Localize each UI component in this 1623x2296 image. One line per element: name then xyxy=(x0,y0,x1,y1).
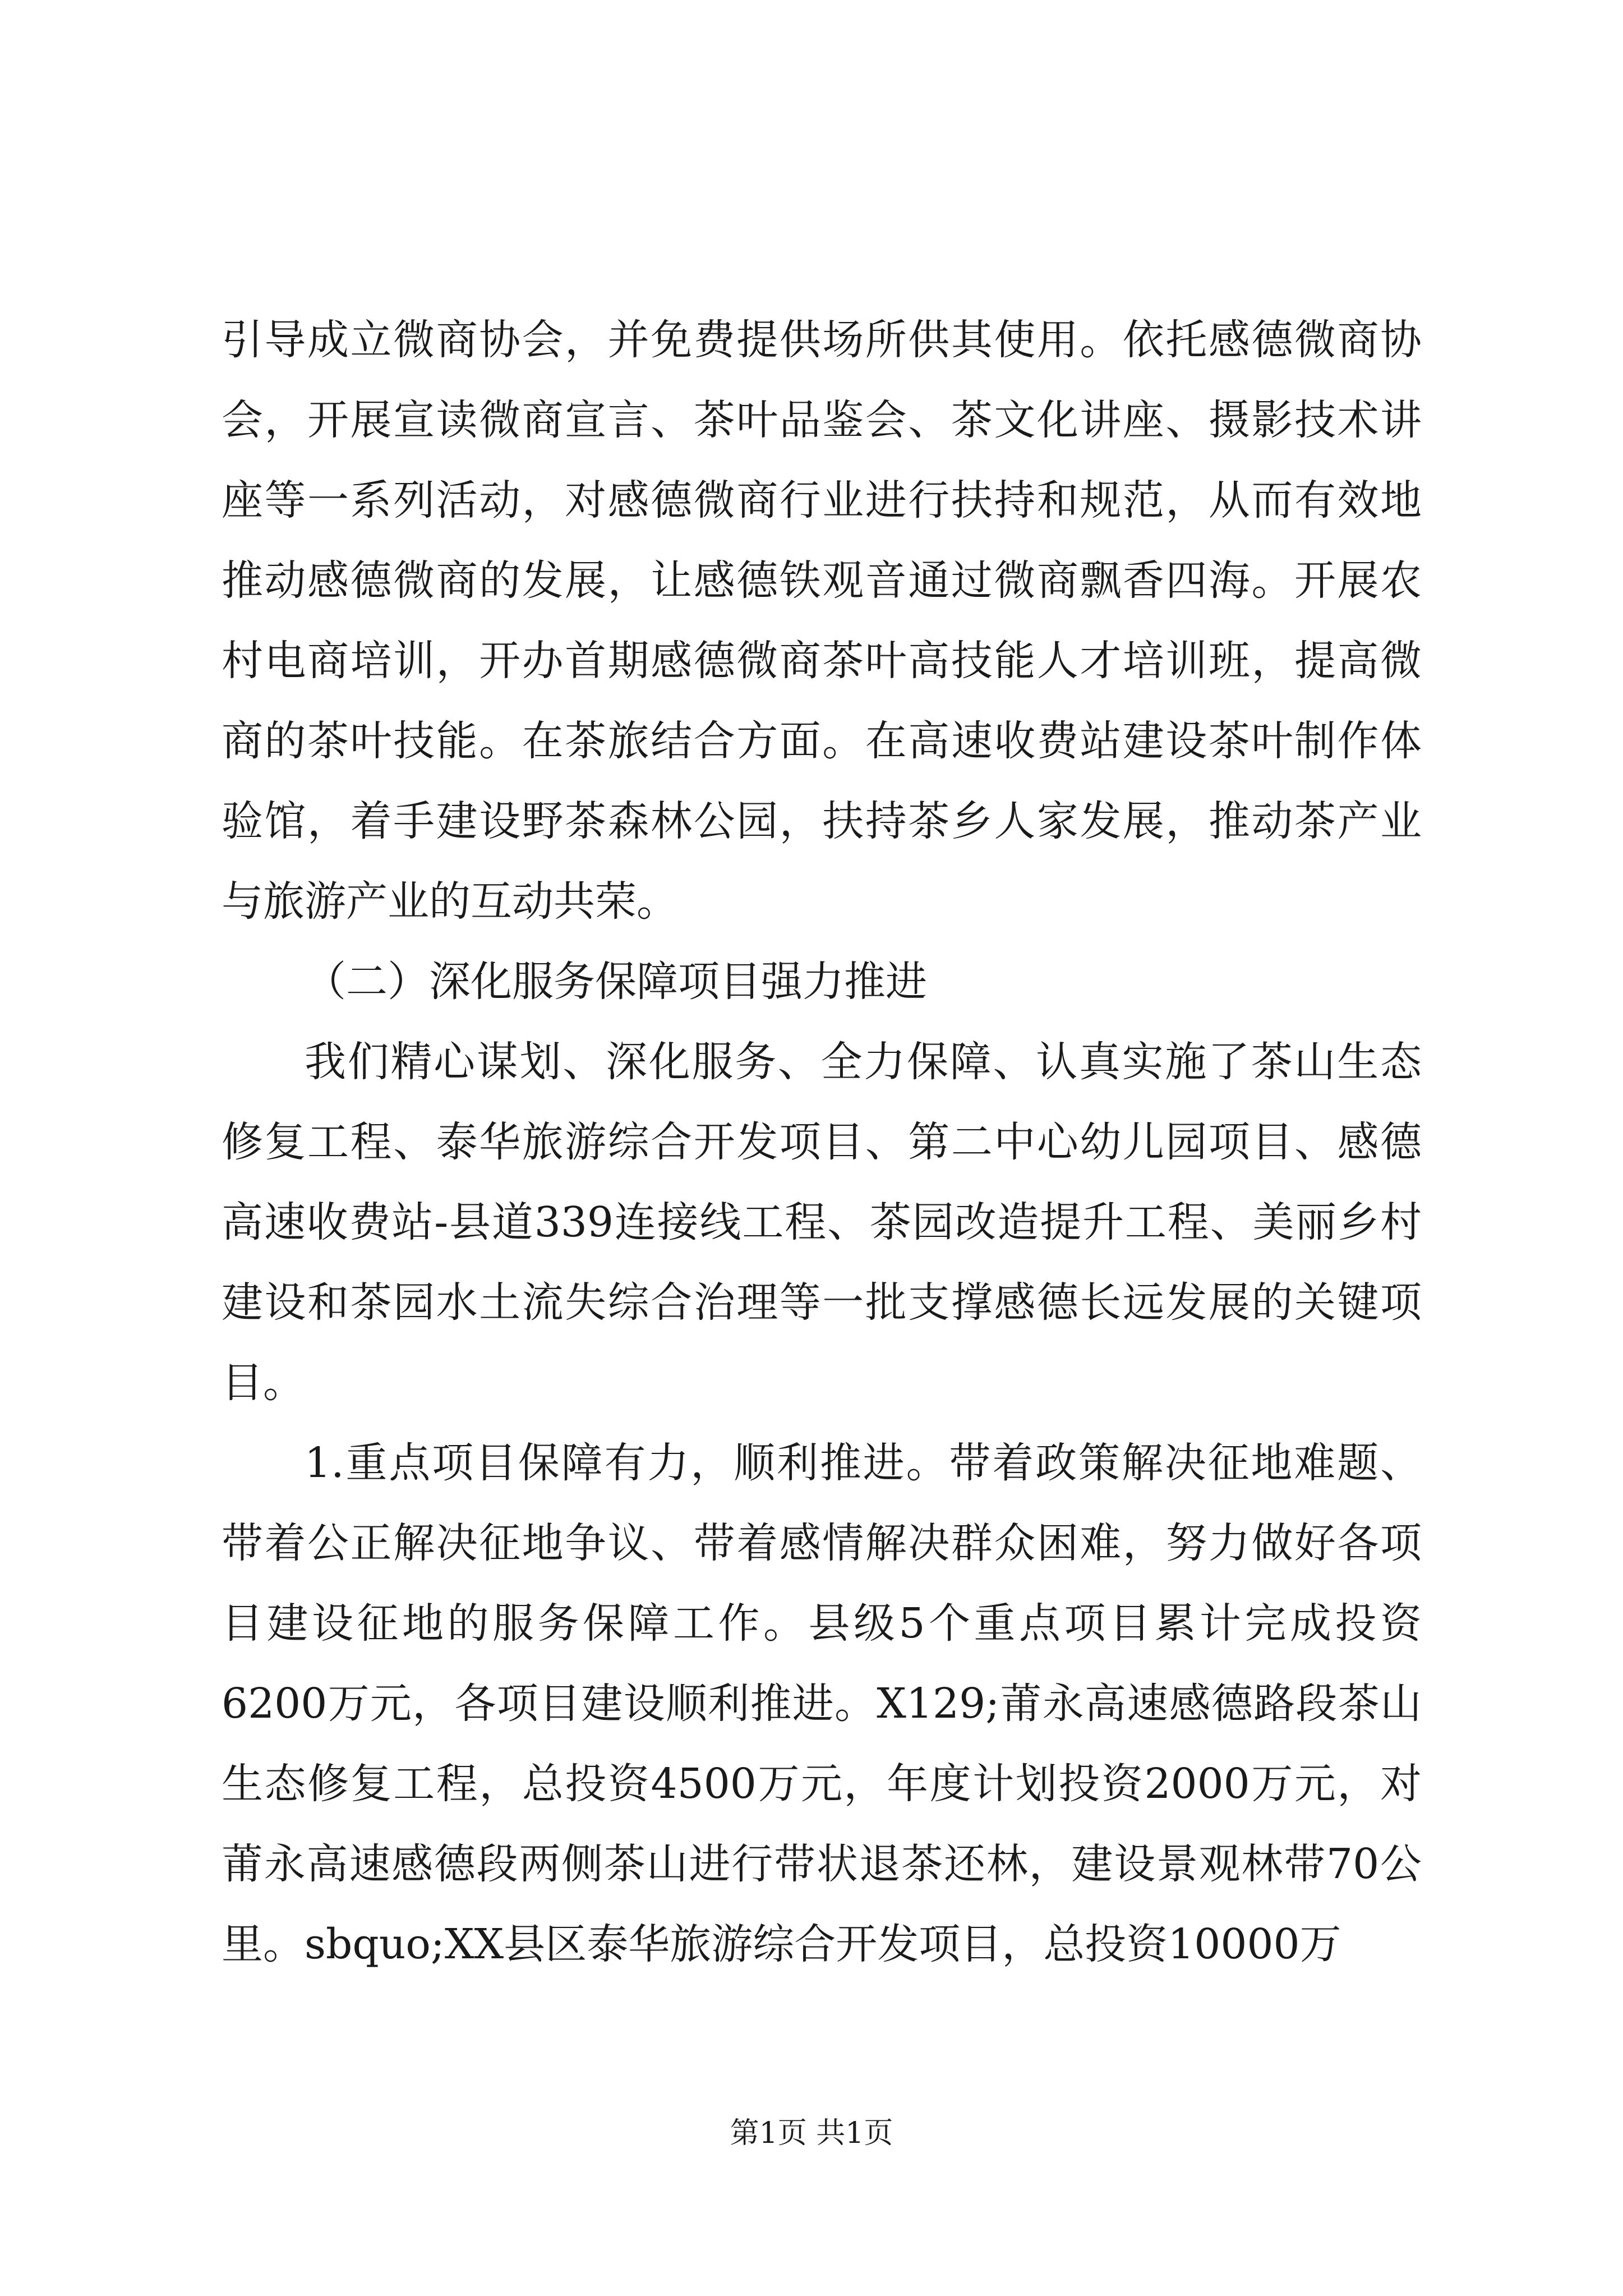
paragraph-3: 1.重点项目保障有力，顺利推进。带着政策解决征地难题、带着公正解决征地争议、带着感情解决群众困难，努力做好各项目建设征地的服务保障工作。县级5个重点项目累计完成投资6200万元，各项目建设顺利推进。X129;莆永高速感德路段茶山生态修复工程，总投资4500万元，年度计划投资2000万元，对莆永高速感德段两侧茶山进行带状退茶还林，建设景观林带70公里。sbquo;XX县区泰华旅游综合开发项目，总投资10000万 xyxy=(222,1439,1422,1968)
paragraph-2: 我们精心谋划、深化服务、全力保障、认真实施了茶山生态修复工程、泰华旅游综合开发项目、第二中心幼儿园项目、感德高速收费站-县道339连接线工程、茶园改造提升工程、美丽乡村建设和茶园水土流失综合治理等一批支撑感德长远发展的关键项目。 xyxy=(222,1038,1422,1407)
paragraph-1: 引导成立微商协会，并免费提供场所供其使用。依托感德微商协会，开展宣读微商宣言、茶叶品鉴会、茶文化讲座、摄影技术讲座等一系列活动，对感德微商行业进行扶持和规范，从而有效地推动感德微商的发展，让感德铁观音通过微商飘香四海。开展农村电商培训，开办首期感德微商茶叶高技能人才培训班，提高微商的茶叶技能。在茶旅结合方面。在高速收费站建设茶叶制作体验馆，着手建设野茶森林公园，扶持茶乡人家发展，推动茶产业与旅游产业的互动共荣。 xyxy=(222,316,1422,926)
document-body xyxy=(222,300,1422,1985)
page-footer: 第1页 共1页 xyxy=(730,2116,893,2150)
section-heading: （二）深化服务保障项目强力推进 xyxy=(305,958,927,1006)
